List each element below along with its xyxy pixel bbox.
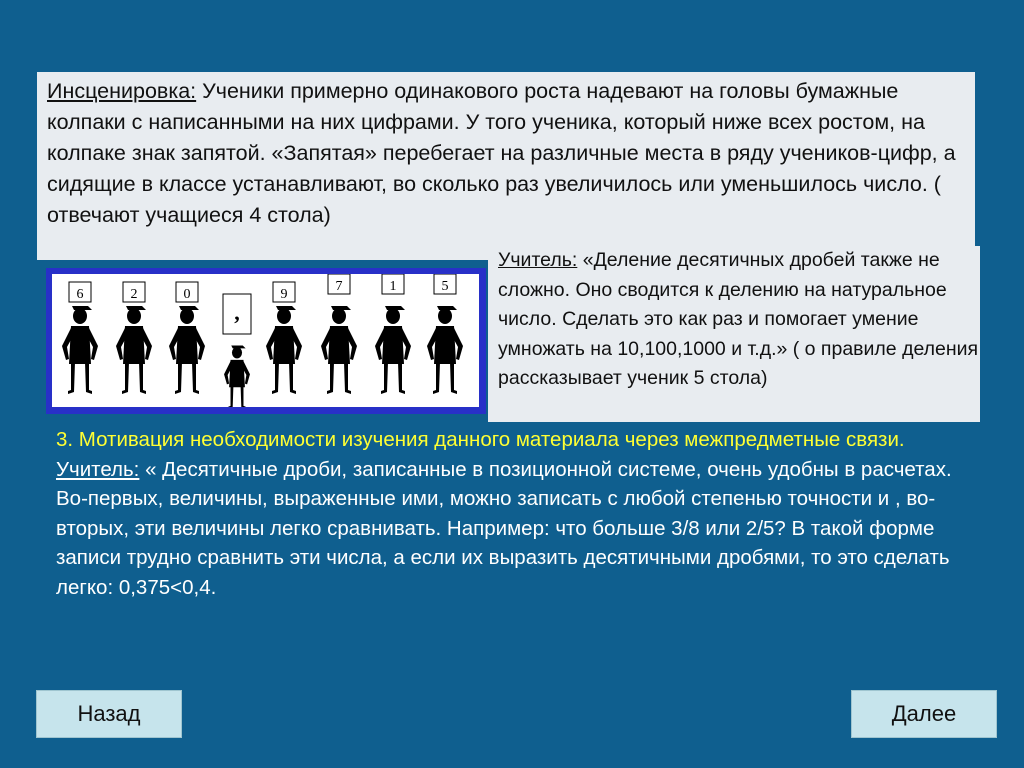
next-button[interactable]: Далее xyxy=(851,690,997,738)
student-figure xyxy=(169,282,205,394)
torso-shape xyxy=(273,326,295,364)
hat-card-label: 5 xyxy=(441,279,449,294)
torso-shape xyxy=(434,326,456,364)
back-button[interactable]: Назад xyxy=(36,690,182,738)
left-leg-shape xyxy=(228,386,233,407)
left-leg-shape xyxy=(381,362,388,394)
intro-label: Инсценировка: xyxy=(47,79,197,103)
intro-paragraph xyxy=(47,76,972,231)
student-silhouette xyxy=(62,306,98,394)
left-leg-shape xyxy=(272,362,279,394)
motivation-heading: 3. Мотивация необходимости изучения данного материала через межпредметные связи. xyxy=(56,428,905,451)
hat-card-label: 0 xyxy=(183,287,191,302)
torso-shape xyxy=(328,326,350,364)
student-figure xyxy=(116,282,152,394)
right-leg-shape xyxy=(192,362,199,394)
right-leg-shape xyxy=(289,362,296,394)
head-shape xyxy=(332,308,346,324)
right-leg-shape xyxy=(398,362,405,394)
student-silhouette xyxy=(321,306,357,394)
head-shape xyxy=(438,308,452,324)
torso-shape xyxy=(69,326,91,364)
student-silhouette xyxy=(375,306,411,394)
motivation-paragraph xyxy=(56,425,976,603)
student-figure xyxy=(266,282,302,394)
head-shape xyxy=(180,308,194,324)
head-shape xyxy=(386,308,400,324)
torso-shape xyxy=(229,360,245,387)
torso-shape xyxy=(123,326,145,364)
student-figure xyxy=(62,282,98,394)
student-silhouette xyxy=(116,306,152,394)
right-leg-shape xyxy=(85,362,92,394)
head-shape xyxy=(127,308,141,324)
left-leg-shape xyxy=(175,362,182,394)
hat-card-label: 2 xyxy=(130,287,138,302)
hat-card-label: 6 xyxy=(76,287,84,302)
students-picture xyxy=(52,274,479,407)
torso-shape xyxy=(176,326,198,364)
torso-shape xyxy=(382,326,404,364)
student-figure xyxy=(321,274,357,394)
left-leg-shape xyxy=(122,362,129,394)
student-silhouette xyxy=(266,306,302,394)
motivation-body xyxy=(56,455,976,603)
student-silhouette xyxy=(427,306,463,394)
right-leg-shape xyxy=(344,362,351,394)
head-shape xyxy=(232,347,242,359)
student-silhouette xyxy=(169,306,205,394)
teacher-quote-paragraph xyxy=(498,246,980,394)
hat-card-label: , xyxy=(234,300,240,325)
hat-card-label: 7 xyxy=(335,279,343,294)
left-leg-shape xyxy=(327,362,334,394)
motivation-text: « Десятичные дроби, записанные в позиционной системе, очень удобны в расчетах. Во-первых, величины, выраженные ими, можно записать с любой степенью точности и , во-вторых, эти величины легко сравнивать. Например: что больше 3/8 или 2/5? В такой форме записи трудно сравнить эти числа, а если их выразить десятичными дробями, то это сделать легко: 0,375<0,4. xyxy=(56,457,952,599)
student-figure xyxy=(375,274,411,394)
left-leg-shape xyxy=(433,362,440,394)
hat-card-label: 1 xyxy=(389,279,397,294)
student-figure xyxy=(223,294,251,407)
student-figure xyxy=(427,274,463,394)
left-leg-shape xyxy=(68,362,75,394)
right-leg-shape xyxy=(241,386,246,407)
students-illustration xyxy=(52,274,479,407)
intro-text: Ученики примерно одинакового роста надевают на головы бумажные колпаки с написанными на них цифрами. У того ученика, который ниже всех ростом, на колпаке знак запятой. «Запятая» перебегает на различные места в ряду учеников-цифр, а сидящие в классе устанавливают, во сколько раз увеличилось или уменьшилось число. ( отвечают учащиеся 4 стола) xyxy=(47,79,956,227)
motivation-teacher-label: Учитель: xyxy=(56,457,140,481)
hat-card-label: 9 xyxy=(280,287,288,302)
right-leg-shape xyxy=(450,362,457,394)
right-leg-shape xyxy=(139,362,146,394)
head-shape xyxy=(277,308,291,324)
head-shape xyxy=(73,308,87,324)
teacher-label: Учитель: xyxy=(498,249,578,271)
teacher-quote-text: «Деление десятичных дробей также не сложно. Оно сводится к делению на натуральное число. Сделать это как раз и помогает умение умножать на 10,100,1000 и т.д.» ( о правиле деления рассказывает ученик 5 стола) xyxy=(498,249,979,389)
student-silhouette xyxy=(224,345,250,407)
